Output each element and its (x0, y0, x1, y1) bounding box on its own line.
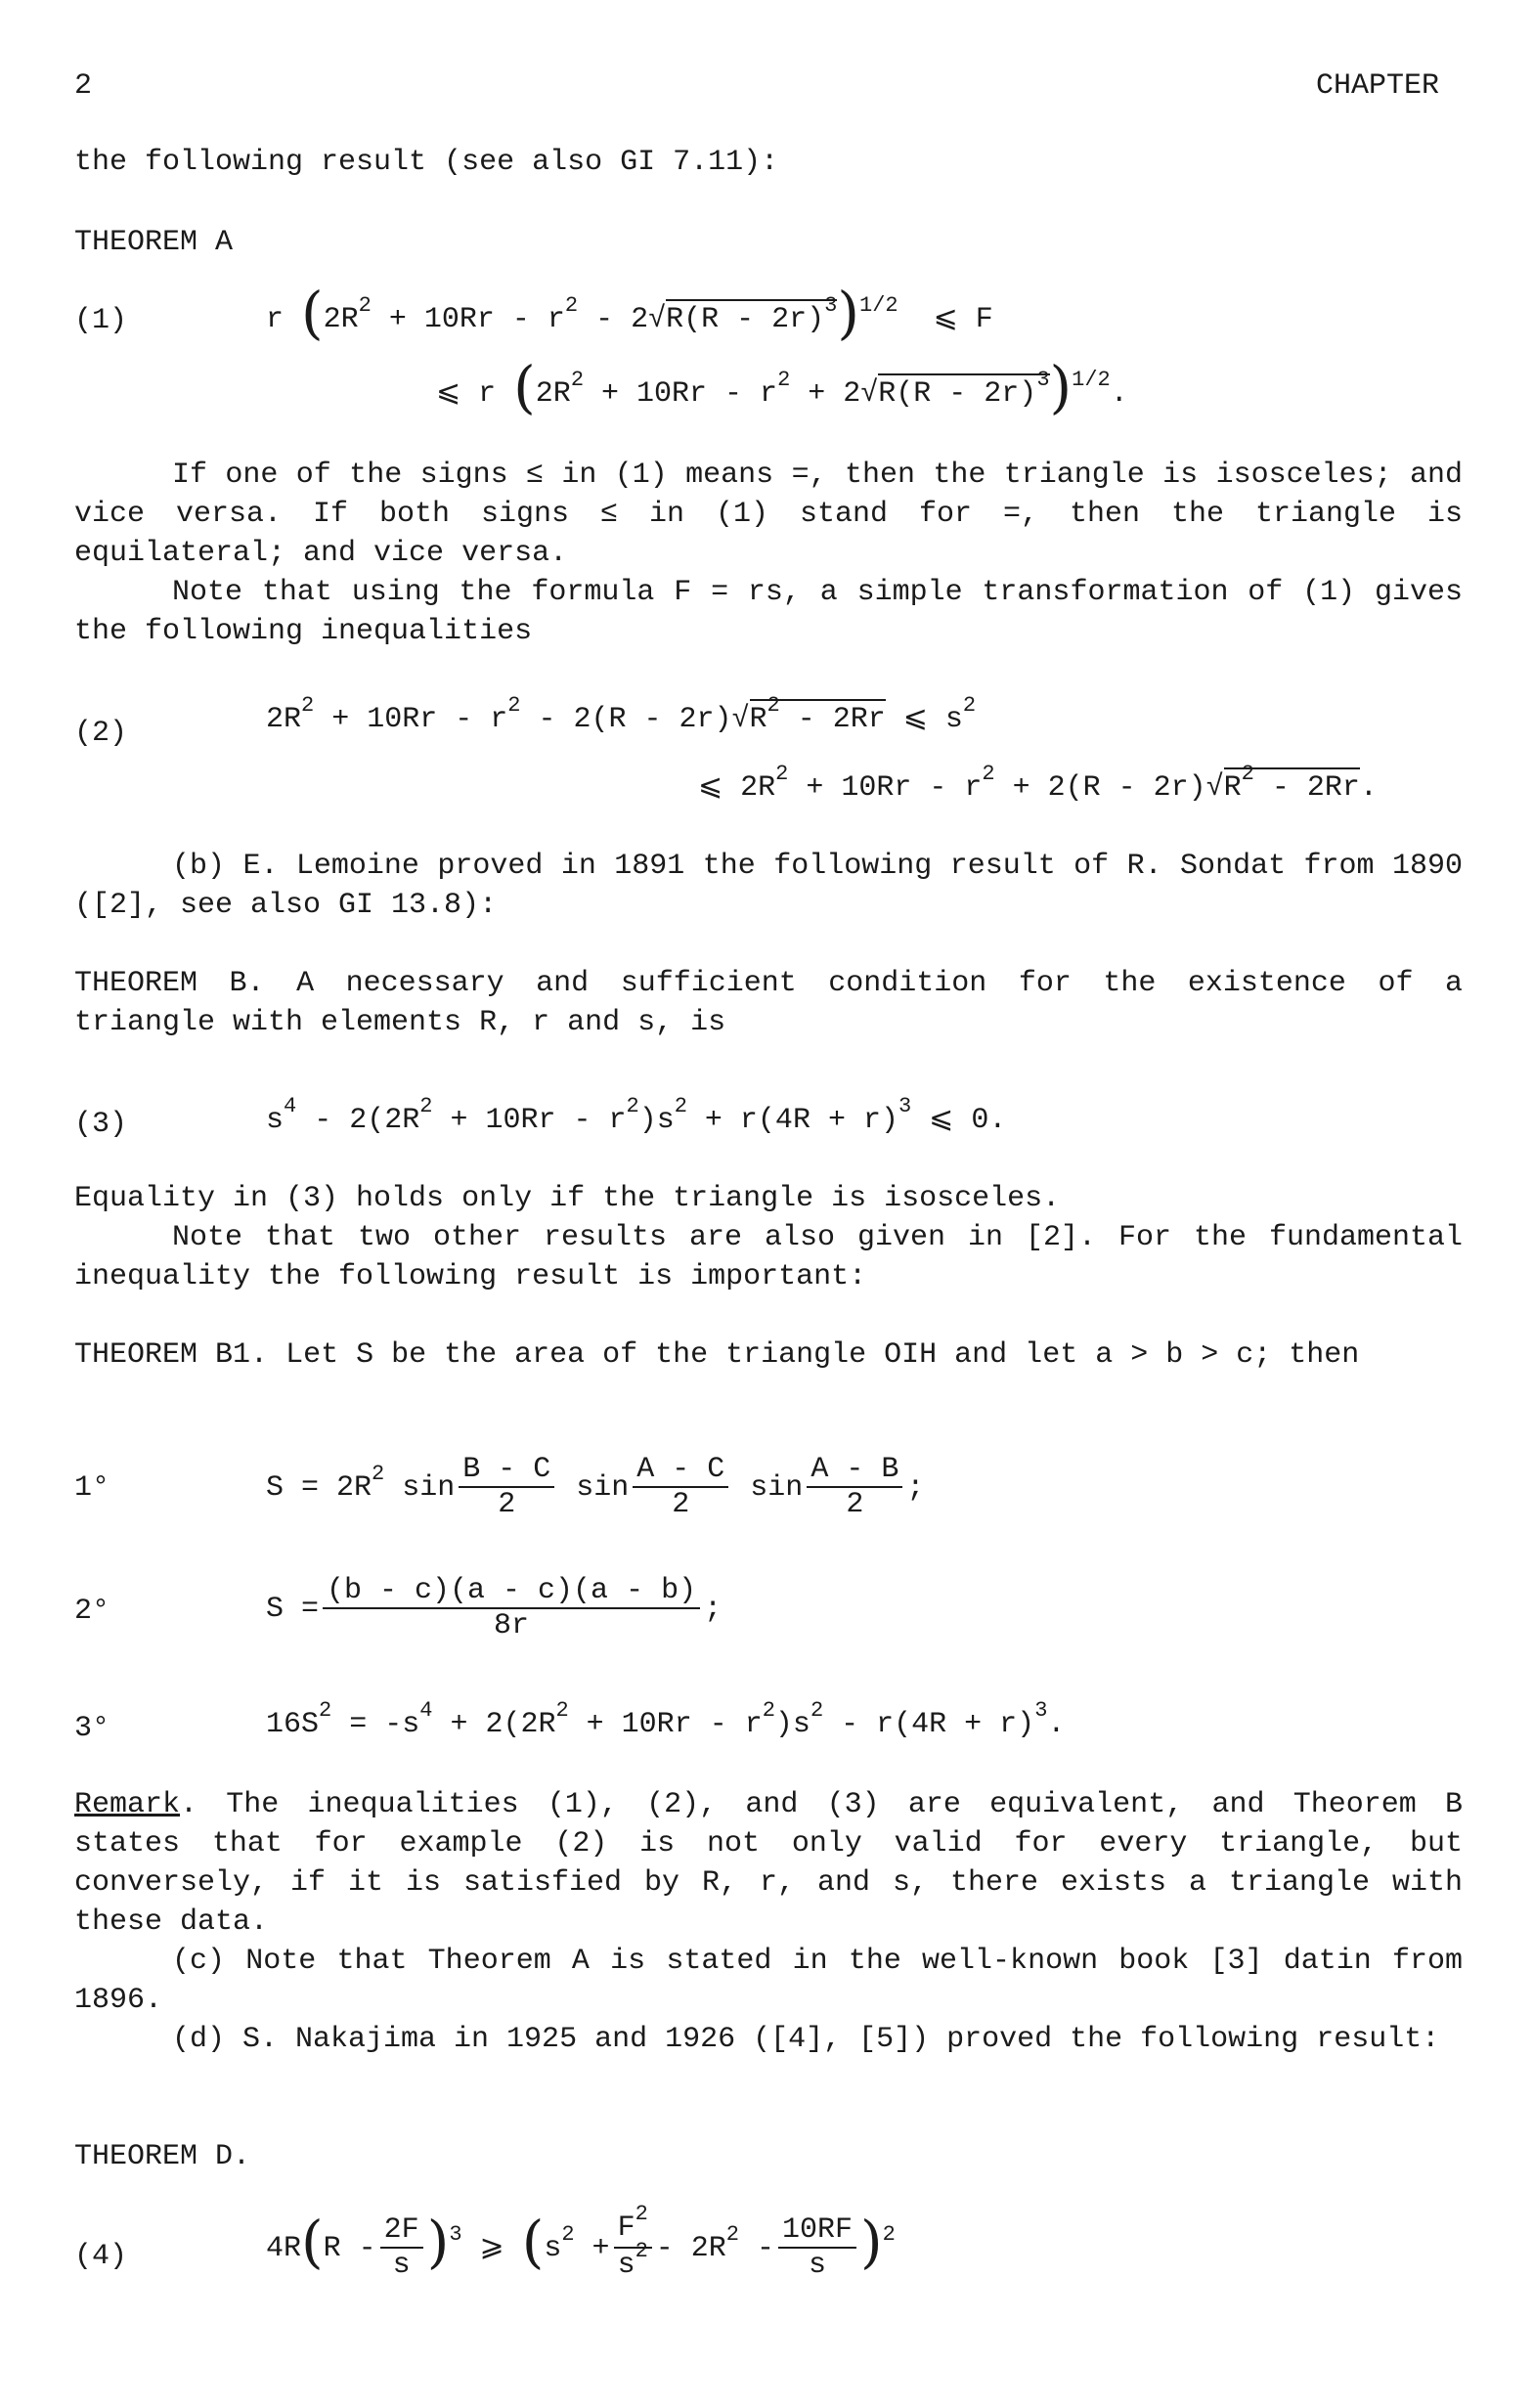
running-title: CHAPTER (1316, 69, 1440, 103)
eq2-label: (2) (74, 717, 128, 750)
theorem-b-text: A necessary and sufficient condition for the existence of a triangle with elements R, r and s, is (74, 967, 1463, 1039)
eq1-label: (1) (74, 304, 128, 337)
theorem-a-heading: THEOREM A (74, 226, 234, 259)
intro-text: the following result (see also GI 7.11): (74, 146, 779, 179)
eq1-line2: ⩽ r $(2R^2 + 10Rr - r^2 + 2√R(R - 2r)^3)^{1/2}$. (436, 354, 1128, 420)
remark-label: Remark (74, 1788, 181, 1821)
remark-text: . The inequalities (1), (2), and (3) are equivalent, and Theorem B states that for example (2) is not only valid for every triangle, but conversely, if it is satisfied by R, r, and s, there exists a triangle with these data. (74, 1788, 1463, 1939)
theorem-a-paragraph-2: Note that using the formula F = rs, a simple transformation of (1) gives the following inequalities (74, 576, 1463, 648)
equality-statement: Equality in (3) holds only if the triangle is isosceles. (74, 1182, 1061, 1215)
eq3-expression: $s^4 - 2(2R^2 + 10Rr - r^2)s^2 + r(4R + r)^3$ ⩽ 0. (266, 1094, 1007, 1137)
theorem-b1 (74, 1335, 1463, 1375)
theorem-b1-text: Let S be the area of the triangle OIH and let a > b > c; then (285, 1338, 1360, 1372)
remark (74, 1785, 1463, 1942)
paragraph-b: (b) E. Lemoine proved in 1891 the following result of R. Sondat from 1890 ([2], see also GI 13.8): (74, 850, 1463, 922)
page-number: 2 (74, 69, 93, 103)
eq4-label: (4) (74, 2240, 128, 2273)
theorem-d-heading: THEOREM D. (74, 2140, 251, 2173)
item-1-expression: $S = 2R^2$ sin $\frac{B - C}{2}$ sin $\frac{A - C}{2}$ sin $\frac{A - B}{2}$ ; (266, 1453, 925, 1521)
item-2-label: 2° (74, 1595, 110, 1628)
theorem-b-heading: THEOREM B. (74, 967, 265, 1000)
theorem-b1-heading: THEOREM B1. (74, 1338, 269, 1372)
item-1-label: 1° (74, 1471, 110, 1505)
theorem-a-paragraph-1: If one of the signs ≤ in (1) means =, then the triangle is isosceles; and vice versa. If both signs ≤ in (1) stand for =, then the triangle is equilateral; and vice versa. (74, 459, 1463, 570)
item-2-expression: S = $\frac{(b - c)(a - c)(a - b)}{8r}$ ; (266, 1574, 723, 1642)
item-3-expression: $16S^2 = -s^4 + 2(2R^2 + 10Rr - r^2)s^2 - r(4R + r)^3$. (266, 1698, 1066, 1741)
eq2-line2: ⩽ $2R^2 + 10Rr - r^2 + 2(R - 2r)√R^2 - 2Rr$. (698, 762, 1378, 805)
eq1-line1: r $(2R^2 + 10Rr - r^2 - 2√R(R - 2r)^3)^{1/2}$ ⩽ F (266, 280, 993, 346)
eq2-line1: $2R^2 + 10Rr - r^2 - 2(R - 2r)√R^2 - 2Rr$ ⩽ $s^2$ (266, 693, 977, 736)
theorem-b-note: Note that two other results are also given in [2]. For the fundamental inequality the following result is important: (74, 1221, 1463, 1293)
paragraph-c: (c) Note that Theorem A is stated in the well-known book [3] datin from 1896. (74, 1945, 1463, 2017)
eq3-label: (3) (74, 1108, 128, 1141)
eq4-expression: 4R(R - $\frac{2F}{s}$ )$^3$ ⩾ ($s^2$ + $\frac{F^2}{s^2}$ - $2R^2$ - $\frac{10RF}{s}$ )$^2$ (266, 2202, 896, 2282)
item-3-label: 3° (74, 1712, 110, 1745)
paragraph-d: (d) S. Nakajima in 1925 and 1926 ([4], [5]) proved the following result: (172, 2023, 1440, 2056)
theorem-b (74, 964, 1463, 1042)
